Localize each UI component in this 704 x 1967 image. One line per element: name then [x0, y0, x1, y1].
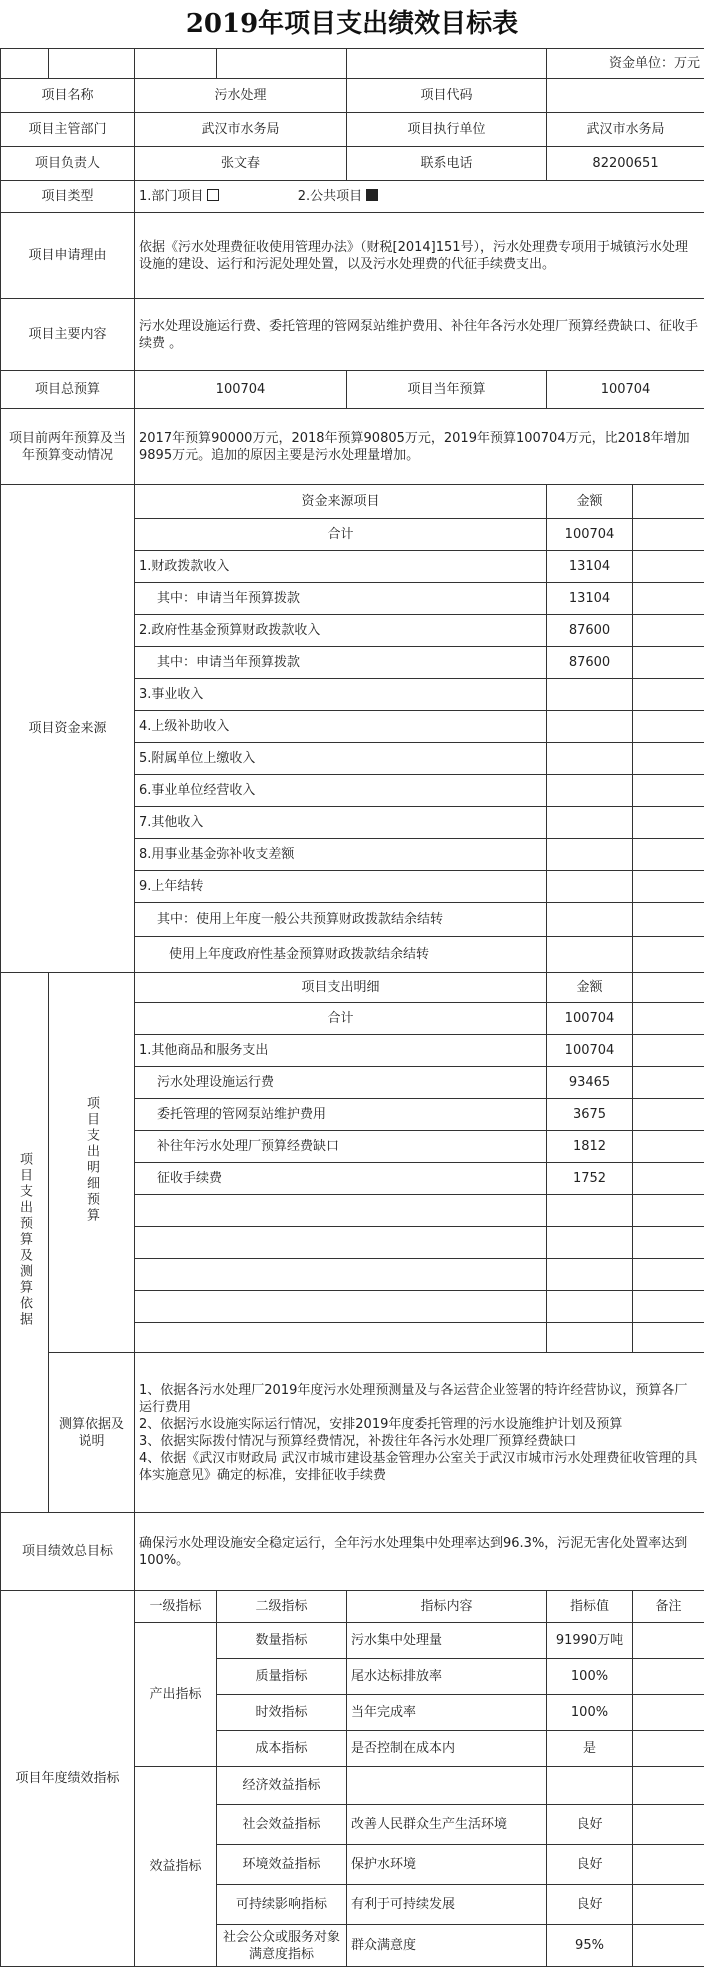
- expense-section-label: 项目支出预算及测算依据: [1, 973, 49, 1513]
- expense-row: 征收手续费 1752: [1, 1163, 704, 1195]
- exec-unit-value: 武汉市水务局: [547, 113, 704, 147]
- funding-row: 4.上级补助收入: [1, 711, 704, 743]
- unit-row: [1, 49, 704, 79]
- goal-text: 确保污水处理设施安全稳定运行，全年污水处理集中处理率达到96.3%，污泥无害化处置率达到100%。: [135, 1513, 704, 1591]
- target-table: [0, 48, 704, 1967]
- page-title: 2019年项目支出绩效目标表: [0, 0, 704, 48]
- funding-row: 1.财政拨款收入 13104: [1, 551, 704, 583]
- info-row-type: 项目类型 1.部门项目 2.公共项目: [1, 181, 704, 213]
- goal-row: 项目绩效总目标 确保污水处理设施安全稳定运行，全年污水处理集中处理率达到96.3%，污泥无害化处置率达到100%。: [1, 1513, 704, 1591]
- funding-section-label: 项目资金来源: [1, 485, 135, 973]
- basis-text: 1、依据各污水处理厂2019年度污水处理预测量及与各运营企业签署的特许经营协议，预算各厂运行费用 2、依据污水设施实际运行情况，安排2019年度委托管理的污水设施维护计划及预算 3、依据实际拨付情况与预算经费情况，补拨往年各污水处理厂预算经费缺口 4、依据《武汉市财政局 武汉市城市建设基金管理办公室关于武汉市城市污水处理费征收管理的具体实施意见》确定的标准，安排征收手续费: [135, 1353, 704, 1513]
- owner-value: 张文春: [135, 147, 347, 181]
- indicator-row: 成本指标 是否控制在成本内 是: [1, 1731, 704, 1767]
- phone-value: 82200651: [547, 147, 704, 181]
- content-row: 项目主要内容 污水处理设施运行费、委托管理的管网泵站维护费用、补往年各污水处理厂预算经费缺口、征收手续费 。: [1, 299, 704, 371]
- expense-header-row: 项目支出预算及测算依据 项目支出明细预算 项目支出明细 金额: [1, 973, 704, 1003]
- project-code: [547, 79, 704, 113]
- funding-row: 合计 100704: [1, 519, 704, 551]
- dept-value: 武汉市水务局: [135, 113, 347, 147]
- unit-label: 资金单位：万元: [547, 49, 704, 79]
- funding-header-row: 项目资金来源 资金来源项目 金额: [1, 485, 704, 519]
- content-text: 污水处理设施运行费、委托管理的管网泵站维护费用、补往年各污水处理厂预算经费缺口、征收手续费 。: [135, 299, 704, 371]
- total-budget-value: 100704: [135, 371, 347, 409]
- indicator-row: 质量指标 尾水达标排放率 100%: [1, 1659, 704, 1695]
- indicator-row: 社会公众或服务对象满意度指标 群众满意度 95%: [1, 1925, 704, 1967]
- project-type-options: 1.部门项目 2.公共项目: [135, 181, 704, 213]
- funding-row: 其中：申请当年预算拨款 13104: [1, 583, 704, 615]
- checked-box-icon: [366, 189, 378, 201]
- info-row-dept: 项目主管部门 武汉市水务局 项目执行单位 武汉市水务局: [1, 113, 704, 147]
- funding-row: 5.附属单位上缴收入: [1, 743, 704, 775]
- funding-row: 8.用事业基金弥补收支差额: [1, 839, 704, 871]
- indicator-section-label: 项目年度绩效指标: [1, 1591, 135, 1967]
- indicator-header-row: 项目年度绩效指标 一级指标 二级指标 指标内容 指标值 备注: [1, 1591, 704, 1623]
- basis-row: [1, 1353, 704, 1513]
- funding-row: 其中：申请当年预算拨款 87600: [1, 647, 704, 679]
- reason-text: 依据《污水处理费征收使用管理办法》（财税[2014]151号），污水处理费专项用于城镇污水处理设施的建设、运行和污泥处理处置，以及污水处理费的代征手续费支出。: [135, 213, 704, 299]
- funding-row: 3.事业收入: [1, 679, 704, 711]
- budget-row: 项目总预算 100704 项目当年预算 100704: [1, 371, 704, 409]
- funding-row: 9.上年结转: [1, 871, 704, 903]
- level1-benefit: 效益指标: [135, 1767, 217, 1967]
- level1-output: 产出指标: [135, 1623, 217, 1767]
- expense-row: 合计 100704: [1, 1003, 704, 1035]
- funding-row: 其中：使用上年度一般公共预算财政拨款结余结转: [1, 903, 704, 937]
- expense-row: 1.其他商品和服务支出 100704: [1, 1035, 704, 1067]
- info-row-owner: 项目负责人 张文春 联系电话 82200651: [1, 147, 704, 181]
- indicator-row: 社会效益指标 改善人民群众生产生活环境 良好: [1, 1805, 704, 1845]
- expense-row: 补往年污水处理厂预算经费缺口 1812: [1, 1131, 704, 1163]
- expense-row: 委托管理的管网泵站维护费用 3675: [1, 1099, 704, 1131]
- project-name: 污水处理: [135, 79, 347, 113]
- indicator-row: 产出指标 数量指标 污水集中处理量 91990万吨: [1, 1623, 704, 1659]
- change-row: 项目前两年预算及当年预算变动情况 2017年预算90000万元，2018年预算90805万元，2019年预算100704万元，比2018年增加9895万元。追加的原因主要是污水处理量增加。: [1, 409, 704, 485]
- funding-row: 6.事业单位经营收入: [1, 775, 704, 807]
- info-row-name: 项目名称 污水处理 项目代码: [1, 79, 704, 113]
- indicator-row: 时效指标 当年完成率 100%: [1, 1695, 704, 1731]
- indicator-row: 效益指标 经济效益指标: [1, 1767, 704, 1805]
- unchecked-box-icon: [207, 189, 219, 201]
- basis-label: 测算依据及说明: [49, 1353, 135, 1513]
- funding-row: 7.其他收入: [1, 807, 704, 839]
- reason-row: 项目申请理由 依据《污水处理费征收使用管理办法》（财税[2014]151号），污水处理费专项用于城镇污水处理设施的建设、运行和污泥处理处置，以及污水处理费的代征手续费支出。: [1, 213, 704, 299]
- change-text: 2017年预算90000万元，2018年预算90805万元，2019年预算100704万元，比2018年增加9895万元。追加的原因主要是污水处理量增加。: [135, 409, 704, 485]
- indicator-row: 环境效益指标 保护水环境 良好: [1, 1845, 704, 1885]
- expense-detail-label: 项目支出明细预算: [49, 973, 135, 1353]
- indicator-row: 可持续影响指标 有利于可持续发展 良好: [1, 1885, 704, 1925]
- year-budget-value: 100704: [547, 371, 704, 409]
- funding-row: 使用上年度政府性基金预算财政拨款结余结转: [1, 937, 704, 973]
- funding-row: 2.政府性基金预算财政拨款收入 87600: [1, 615, 704, 647]
- expense-row: 污水处理设施运行费 93465: [1, 1067, 704, 1099]
